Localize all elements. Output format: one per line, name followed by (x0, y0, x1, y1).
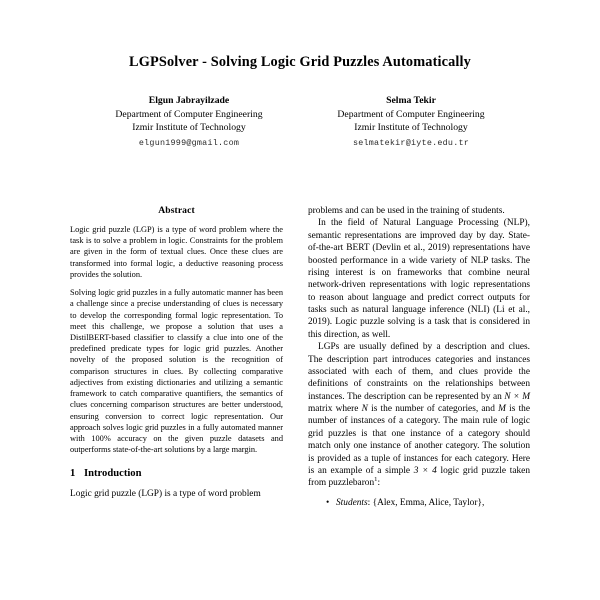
section-heading-introduction (70, 468, 283, 481)
abstract-paragraph-2: Solving logic grid puzzles in a fully automatic manner has been a challenge since a precise understanding of clues is necessary to develop the corresponding formal logic representation. To meet this challenge, we propose a solution that uses a DistilBERT-based classifier to classify a clue into one of the predefined predicate types for logic grid puzzles. Another novelty of the proposed solution is the recognition of comparison structures in clues. By collecting comparative adjectives from existing dictionaries and utilizing a semantic framework to catch comparative quantifiers, the semantics of clues concerning comparison structures are better understood, ensuring conversion to correct logic representation. Our approach solves logic grid puzzles in a fully automated manner with 100% accuracy on the given puzzle datasets and outperforms state-of-the-art solutions by a large margin. (70, 288, 283, 455)
introduction-paragraph-1: Logic grid puzzle (LGP) is a type of word problem (70, 489, 261, 500)
author-email[interactable]: elgun1999@gmail.com (138, 137, 240, 148)
abstract-paragraph-1: Logic grid puzzle (LGP) is a type of word problem where the task is to solve a problem in logic. Constraints for the problem are given in the form of textual clues. Once these clues are transformed into formal logic, a deductive reasoning process provides the solution. (70, 225, 283, 279)
page-title: LGPSolver - Solving Logic Grid Puzzles Automatically (129, 54, 471, 70)
lgp-text-part-1: LGPs are usually defined by a description and clues. The description part introduces categories and instances associated with each of them, and clues provide the definitions of constraints on the relationships between instances. The description can be represented by an (308, 342, 530, 402)
author-block (0, 95, 600, 148)
author-institution: Izmir Institute of Technology (354, 122, 468, 134)
lgp-text-part-6: : (377, 478, 381, 489)
author-name: Selma Tekir (386, 95, 436, 107)
column-right (308, 205, 530, 509)
section-number: 1 (70, 468, 76, 480)
section-title: Introduction (84, 468, 142, 480)
category-values: : {Alex, Emma, Alice, Taylor}, (367, 497, 485, 508)
lgp-math-nxm: N × M (504, 391, 530, 402)
abstract-heading: Abstract (158, 205, 195, 216)
footnote-marker[interactable]: 1 (374, 476, 378, 484)
lgp-definition-paragraph (308, 341, 530, 490)
author-department: Department of Computer Engineering (337, 109, 485, 121)
lgp-math-3x4: 3 × 4 (413, 465, 437, 476)
list-item (326, 497, 530, 509)
nlp-paragraph: In the field of Natural Language Processing (NLP), semantic representations are improved day by day. State-of-the-art BERT (Devlin et al., 2019) representations have boosted performance in a wide variety of NLP tasks. The rising interest is on frameworks that combine neural network-driven representations with logic representations to reason about language and predict correct outputs for tasks such as natural language inference (NLI) (Li et al., 2019). Logic puzzle solving is a task that is considered in this direction, as well. (308, 218, 530, 340)
body-columns (0, 205, 600, 509)
lgp-text-part-4: is the number of instances of a category. The main rule of logic grid puzzles is that one instance of a category should match only one instance of another category. The solution is provided as a tuple of instances for each category. Here is an example of a simple (308, 404, 530, 476)
lgp-text-part-5: logic grid puzzle taken from puzzlebaron (308, 465, 530, 489)
author-name: Elgun Jabrayilzade (148, 95, 230, 107)
continuation-paragraph: problems and can be used in the training of students. (308, 206, 505, 216)
lgp-math-m: M (498, 404, 506, 414)
lgp-text-part-3: is the number of categories, and (367, 404, 499, 414)
lgp-text-part-2: matrix where (308, 404, 362, 414)
author-institution: Izmir Institute of Technology (132, 122, 246, 134)
category-bullet-list (308, 497, 530, 509)
author-department: Department of Computer Engineering (115, 109, 263, 121)
author-entry-1 (78, 95, 300, 148)
category-name: Students (336, 497, 368, 508)
lgp-math-n: N (361, 404, 368, 414)
title-block (0, 0, 600, 71)
bullet-dot-icon: • (326, 497, 330, 508)
author-entry-2 (300, 95, 522, 148)
author-email[interactable]: selmatekir@iyte.edu.tr (352, 137, 470, 148)
column-left (70, 205, 283, 509)
